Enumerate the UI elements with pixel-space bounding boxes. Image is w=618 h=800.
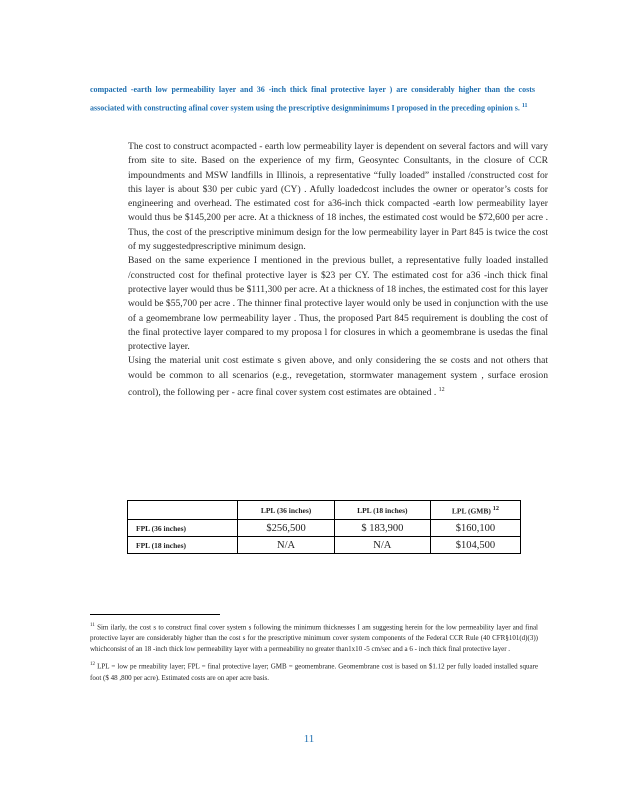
- footnote-ref-12: 12: [438, 387, 445, 394]
- table-header: LPL (18 inches): [334, 501, 430, 520]
- table-header-text: LPL (GMB): [451, 506, 491, 516]
- table-row: [128, 537, 521, 554]
- table-header: [430, 501, 520, 520]
- footnotes: [90, 620, 538, 688]
- bullet-item: [108, 354, 548, 400]
- table-header-row: [128, 501, 521, 520]
- intro-text: compacted -earth low permeability layer and 36 -inch thick final protective layer ) are considerably higher than the costs associated with constructing afinal cover system using the prescriptive designminimums I proposed in the preceding opinion s.: [90, 85, 535, 113]
- bullet-text: Based on the same experience I mentioned in the previous bullet, a representative fully loaded installed /constructed cost for thefinal protective layer is $23 per CY. The estimated cost for a36 -inch thick final protective layer would thus be $111,300 per acre. At a thickness of 18 inches, the estimated cost for this layer would be $55,700 per acre . The thinner final protective layer would only be used in conjunction with the use of a geomembrane low permeability layer . Thus, the proposed Part 845 requirement is doubling the cost of the final protective layer compared to my proposa l for closures in which a geomembrane is usedas the final protective layer.: [128, 255, 548, 353]
- table-header: LPL (36 inches): [238, 501, 334, 520]
- footnote-text: Sim ilarly, the cost s to construct final cover system s following the minimum thicknesses I am suggesting herein for the low permeability layer and final protective layer are considerably higher than the cost s for the prescriptive minimum cover system components of the Federal CCR Rule (40 CFR§101(d)(3)) whichconsist of an 18 -inch thick low permeability layer with a permeability no greater than1x10 -5 cm/sec and a 6 - inch thick final protective layer .: [90, 623, 538, 654]
- intro-paragraph: [90, 82, 535, 117]
- cost-table: [127, 500, 521, 554]
- table-row: [128, 520, 521, 537]
- footnote-ref-11: 11: [521, 103, 528, 109]
- table-cell: $256,500: [238, 520, 334, 537]
- table-footnote-ref: 12: [492, 504, 500, 512]
- table-row-label: FPL (18 inches): [128, 537, 238, 554]
- table-cell: $104,500: [430, 537, 520, 554]
- footnote-number: 12: [90, 662, 95, 668]
- bullet-list: [108, 140, 548, 401]
- table-corner: [128, 501, 238, 520]
- footnote-divider: [90, 614, 220, 615]
- page-number: 11: [303, 733, 315, 745]
- bullet-item: [108, 140, 548, 254]
- table-cell: N/A: [334, 537, 430, 554]
- bullet-text: Using the material unit cost estimate s given above, and only considering the se costs and not others that would be common to all scenarios (e.g., revegetation, stormwater management system , surface erosion control), the following per - acre final cover system cost estimates are obtained .: [128, 355, 548, 399]
- table-cell: $ 183,900: [334, 520, 430, 537]
- footnote: [90, 659, 538, 683]
- table-row-label: FPL (36 inches): [128, 520, 238, 537]
- footnote-number: 11: [90, 623, 95, 628]
- footnote: [90, 620, 538, 655]
- table-cell: N/A: [238, 537, 334, 554]
- table-cell: $160,100: [430, 520, 520, 537]
- bullet-text: The cost to construct acompacted - earth low permeability layer is dependent on several factors and will vary from site to site. Based on the experience of my firm, Geosyntec Consultants, in the closure of CCR impoundments and MSW landfills in Illinois, a representative “fully loaded” installed /constructed cost for this layer is about $30 per cubic yard (CY) . Afully loadedcost includes the owner or operator’s costs for engineering and overhead. The estimated cost for a36-inch thick compacted -earth low permeability layer would thus be $145,200 per acre. At a thickness of 18 inches, the estimated cost would be $72,600 per acre . Thus, the cost of the prescriptive minimum design for the low permeability layer in Part 845 is twice the cost of my suggestedprescriptive minimum design.: [128, 141, 548, 253]
- bullet-item: [108, 254, 548, 354]
- footnote-text: LPL = low pe rmeability layer; FPL = final protective layer; GMB = geomembrane. Geomembrane cost is based on $1.12 per fully loaded installed square foot ($ 48 ,800 per acre). Estimated costs are on aper acre basis.: [90, 662, 538, 682]
